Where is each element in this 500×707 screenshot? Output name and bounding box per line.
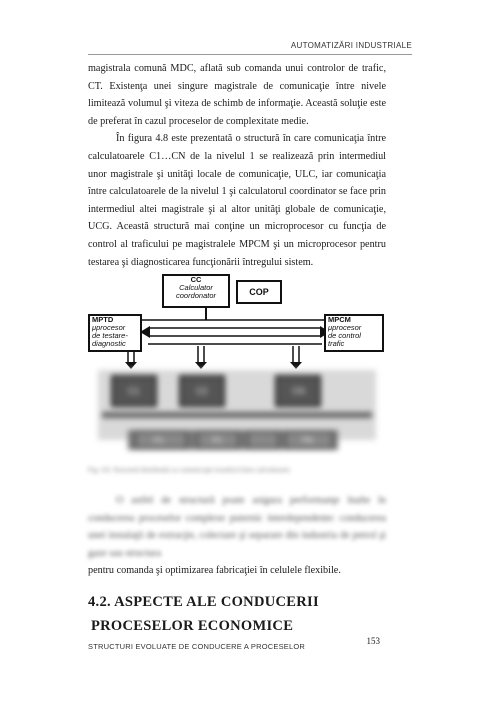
arrow-down-cn [290, 362, 302, 369]
section-heading-line-1: 4.2. ASPECTE ALE CONDUCERII [88, 594, 319, 610]
cc-title: CC [190, 275, 202, 284]
running-footer: STRUCTURI EVOLUATE DE CONDUCERE A PROCESELOR [88, 642, 306, 651]
cc-subtitle-1: Calculator [179, 283, 213, 292]
cop-box: COP [236, 280, 282, 304]
label-c2: C2 [196, 386, 208, 396]
paragraph-1: magistrala comună MDC, aflată sub comanda unui controlor de trafic, CT. Existenţa unei singure magistrale de comunicaţie între nivele limitează volumul şi viteza de schimb de informaţie. Această soluţie este de preferat în cazul proceselor de complexitate medie. [88, 63, 386, 127]
arrow-down-c1 [125, 362, 137, 369]
figure-caption: Fig. 4.8. Structură distribuită cu comunicaţie ierarhică între calculatoare. [88, 466, 292, 474]
cc-box [162, 274, 230, 308]
mptd-line-2: de testare- [92, 331, 128, 340]
label-cn: CN [292, 386, 305, 396]
mpcm-line-1: μprocesor [328, 323, 362, 332]
mpcm-box [324, 314, 384, 352]
mptd-line-1: μprocesor [92, 323, 126, 332]
mptd-box [88, 314, 142, 352]
section-heading-line-2: PROCESELOR ECONOMICE [91, 618, 294, 634]
label-p2: P2 [212, 436, 222, 445]
page-number: 153 [366, 636, 380, 646]
figure-4-8 [88, 272, 386, 482]
body-text [88, 60, 386, 271]
mpcm-title: MPCM [328, 315, 351, 324]
mpcm-line-2: de control [328, 331, 361, 340]
paragraph-2: În figura 4.8 este prezentată o structură în care comunicaţia între calculatoarele C1…CN de la nivelul 1 se realizează prin intermediul unor magistrale şi unităţi locale de comunicaţie, ULC, iar comunicaţia între calculatoarele de la nivelul 1 şi calculatorul coordinator se face prin intermediul altei magistrale şi al altor unităţi globale de comunicaţie, UCG. Această structură mai conţine un microprocesor cu funcţia de control al traficului pe magistralele MPCM şi un microprocesor pentru testarea şi diagnosticarea funcţionării întregului sistem. [88, 133, 386, 268]
cc-subtitle-2: coordonator [175, 291, 217, 300]
label-pn: PN [302, 436, 314, 445]
after-figure-text [88, 492, 386, 580]
figure-lower-blurred [98, 370, 376, 450]
clear-line: pentru comanda şi optimizarea fabricaţiei în celulele flexibile. [88, 565, 341, 577]
header-rule [88, 54, 412, 55]
running-header: AUTOMATIZĂRI INDUSTRIALE [290, 41, 412, 50]
blurred-paragraph: O astfel de structură poate asigura performanţe înalte în conducerea proceselor complexe puternic interdependente: conducerea unei instalaţii de extracţie, colectare şi separare din industria de petrol şi gaze sau structura [88, 495, 386, 559]
mptd-line-3: diagnostic [92, 339, 126, 348]
label-c1: C1 [128, 386, 140, 396]
vertical-arrows [128, 346, 299, 364]
mptd-title: MPTD [92, 315, 114, 324]
arrow-down-c2 [195, 362, 207, 369]
mpcm-line-3: trafic [328, 339, 345, 348]
label-p1: P1 [154, 436, 164, 445]
section-heading [88, 590, 388, 638]
